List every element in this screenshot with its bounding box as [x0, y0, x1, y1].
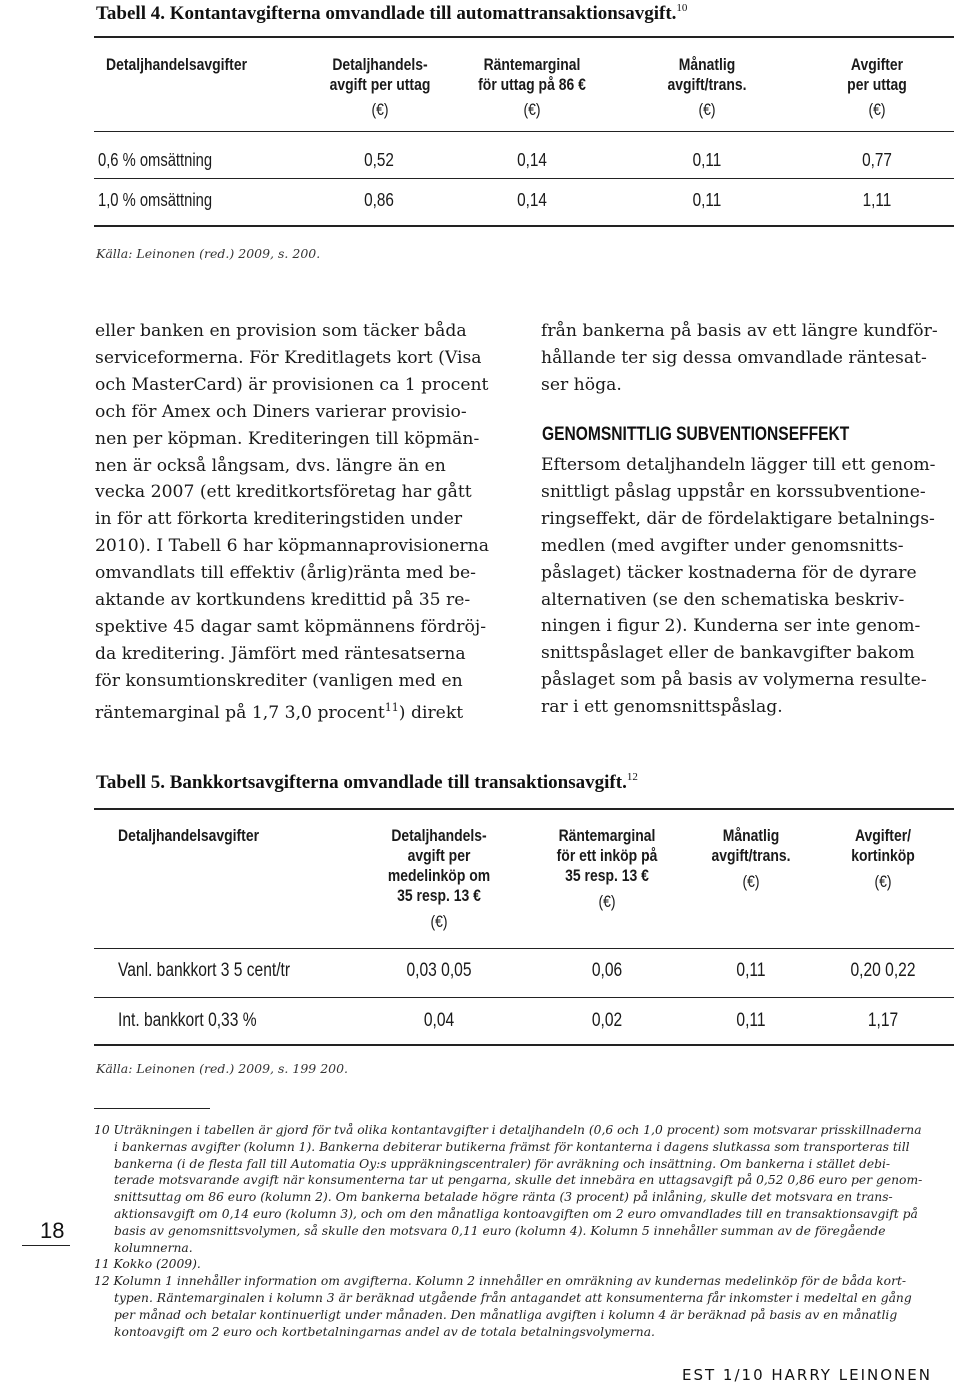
table4-title: Tabell 4. Kontantavgifterna omvandlade till automattransaktionsavgift.$^{10}$ — [96, 2, 688, 24]
table-cell: 0,86 — [364, 190, 394, 210]
table-cell: 0,06 — [591, 960, 623, 981]
footnote-line: basis av genomsnittsvolymen, så skulle den motsvara 0,11 euro (kolumn 4). Kolumn 5 innehåller summan av de föregående — [114, 1223, 886, 1238]
table5-source: Källa: Leinonen (red.) 2009, s. 199 200. — [96, 1061, 349, 1076]
table-cell: 1,0 % omsättning — [98, 190, 213, 210]
table4-header-rule — [94, 131, 954, 132]
table-cell: Int. bankkort 0,33 % — [118, 1010, 257, 1031]
footnote-line: aktionsavgift om 0,14 euro (kolumn 3), och om den månatliga kontoavgiften om 2 euro omvandlades till en transaktionsavgift på — [114, 1206, 918, 1221]
table4-header-col5: Avgifter per uttag (€) — [847, 55, 907, 119]
table5-header-col2: Detaljhandels- avgift per medelinköp om 35 resp. 13 € (€) — [387, 826, 491, 931]
table5-header-col1: Detaljhandelsavgifter — [118, 826, 260, 845]
page-number: 18 — [40, 1218, 65, 1243]
footnote-line: terade motsvarande avgift när konsumenterna tar ut pengarna, skulle det innebära en uttagsavgift på 0,52 0,86 euro per genom- — [114, 1173, 923, 1188]
table-cell: 0,77 — [862, 150, 892, 170]
table4-bottom-rule — [94, 225, 954, 227]
running-footer: EST 1/10 HARRY LEINONEN — [682, 1366, 932, 1384]
right-column-text-body: Eftersom detaljhandeln lägger till ett genom- snittligt påslag uppstår en korssubventione- ringseffekt, där de fördelaktigare betalnings- medlen (med avgifter under genomsnitts- påslaget) täcker kostnaderna för de dyrare alternativen (se den schematiska beskriv- ningen i figur 2). Kunderna ser inte genom- snittspåslaget eller de bankavgifter bakom påslaget som på basis av volymerna resulte- rar i ett genomsnittspåslag. — [541, 455, 936, 718]
table4-header-col4: Månatlig avgift/trans. (€) — [667, 55, 747, 119]
table5-title: Tabell 5. Bankkortsavgifterna omvandlade till transaktionsavgift.$^{12}$ — [96, 771, 638, 793]
table-cell: 0,14 — [517, 150, 547, 170]
left-column-text: eller banken en provision som täcker båda serviceformerna. För Kreditlagets kort (Visa och MasterCard) är provisionen ca 1 procent och för Amex och Diners varierar provisio- nen per köpman. Krediteringen till köpmän- nen är också långsam, dvs. längre än en vecka 2007 (ett kreditkortsföretag har gått in för att förkorta krediteringstiden under 2010). I Tabell 6 har köpmannaprovisionerna omvandlats till effektiv (årlig)ränta med be- aktande av kortkundens kredittid på 35 re- spektive 45 dagar samt köpmännens fördröj- da kreditering. Jämfört med räntesatserna för konsumtionskrediter (vanligen med en räntemarginal på 1,7 3,0 procent$^{11}$) direkt — [95, 321, 489, 723]
footnote-line: kontoavgift om 2 euro och kortbetalningarnas andel av de totala betalningsvolymerna. — [114, 1324, 655, 1339]
table-cell: 0,02 — [591, 1010, 623, 1031]
table-cell: 0,6 % omsättning — [98, 150, 213, 170]
table-cell: 0,11 — [736, 960, 766, 981]
table-cell: 0,03 0,05 — [406, 960, 472, 981]
table5-header-rule — [94, 948, 954, 949]
table4-source: Källa: Leinonen (red.) 2009, s. 200. — [96, 246, 321, 261]
footnotes — [94, 1122, 954, 1340]
footnote-line: typen. Räntemarginalen i kolumn 3 är beräknad utgående från antagandet att konsumenterna får inkomster i medeltal en gång — [114, 1290, 912, 1305]
footnote-line: kolumnerna. — [114, 1240, 193, 1255]
table-cell: 0,11 — [692, 150, 722, 170]
table-cell: 0,11 — [736, 1010, 766, 1031]
table-cell: 1,17 — [867, 1010, 899, 1031]
table-cell: Vanl. bankkort 3 5 cent/tr — [118, 960, 291, 981]
table-cell: 1,11 — [862, 190, 892, 210]
footnote-line: 11 Kokko (2009). — [94, 1257, 201, 1272]
table5-header-col3: Räntemarginal för ett inköp på 35 resp. 13 € (€) — [556, 826, 658, 911]
table-cell: 0,20 0,22 — [850, 960, 916, 981]
footnote-line: snittsuttag om 86 euro (kolumn 2). Om bankerna betalade högre ränta (3 procent) på inlåning, skulle det motsvara en trans- — [114, 1190, 893, 1205]
footnote-line: per månad och betalar kontinuerligt under månaden. Den månatliga avgiften i kolumn 4 är beräknad på basis av en månatlig — [114, 1307, 898, 1322]
table5-bottom-rule — [94, 1044, 954, 1046]
table-cell: 0,04 — [423, 1010, 455, 1031]
right-column-text-top: från bankerna på basis av ett längre kundför- hållande ter sig dessa omvandlade räntesat- ser höga. — [541, 321, 938, 395]
table-cell: 0,11 — [692, 190, 722, 210]
footnote-rule — [94, 1108, 210, 1109]
table-cell: 0,14 — [517, 190, 547, 210]
footnote-line: i bankernas avgifter (kolumn 1). Bankerna debiterar butikerna främst för kontanterna i dagens slutkassa som transporteras till — [114, 1139, 910, 1154]
table4-top-rule — [94, 36, 954, 38]
footnote-line: bankerna (i de flesta fall till Automatia Oy:s uppräkningscentraler) för avräkning och insättning. Om bankerna i stället debi- — [114, 1156, 891, 1171]
page-number-rule — [22, 1245, 70, 1246]
table5-header-col4: Månatlig avgift/trans. (€) — [711, 826, 791, 891]
table5-top-rule — [94, 808, 954, 810]
footnote-line: 10 Uträkningen i tabellen är gjord för två olika kontantavgifter i detaljhandeln (0,6 och 1,0 procent) som motsvarar prisskillnaderna — [94, 1123, 922, 1137]
section-heading: GENOMSNITTLIG SUBVENTIONSEFFEKT — [542, 424, 850, 445]
footnote-line: 12 Kolumn 1 innehåller information om avgifterna. Kolumn 2 innehåller en omräkning av kundernas medelinköp för de båda kort- — [94, 1274, 907, 1289]
table5-row-rule — [94, 997, 954, 998]
table4-header-col2: Detaljhandels- avgift per uttag (€) — [329, 55, 431, 119]
table-cell: 0,52 — [364, 150, 394, 170]
table4-row-rule — [94, 178, 954, 179]
table5-header-col5: Avgifter/ kortinköp (€) — [851, 826, 915, 891]
table4-header-col1: Detaljhandelsavgifter — [106, 55, 248, 74]
table4-header-col3: Räntemarginal för uttag på 86 € (€) — [478, 55, 586, 119]
